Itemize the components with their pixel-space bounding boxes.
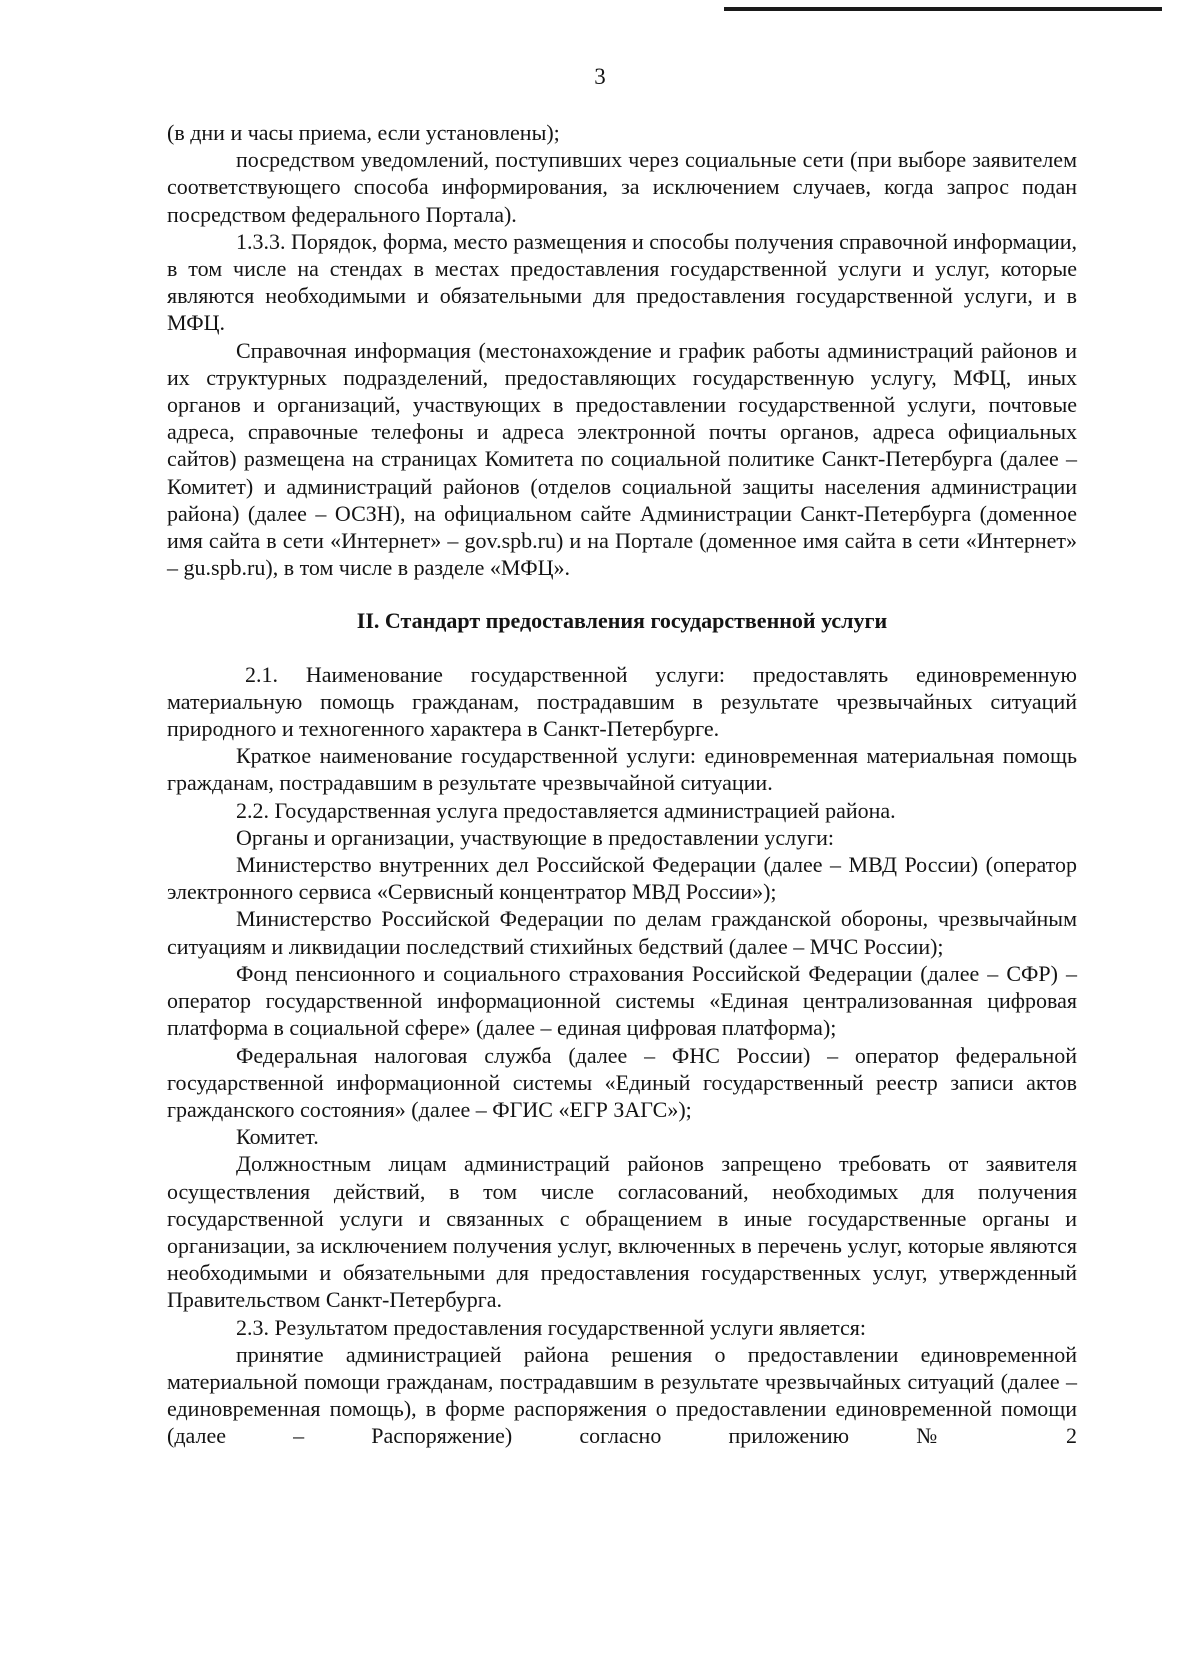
document-body bbox=[167, 119, 1077, 1450]
paragraph: Фонд пенсионного и социального страхования Российской Федерации (далее – СФР) – оператор государственной информационной системы «Единая централизованная цифровая платформа в социальной сфере» (далее – единая цифровая платформа); bbox=[167, 960, 1077, 1041]
paragraph: 1.3.3. Порядок, форма, место размещения и способы получения справочной информации, в том числе на стендах в местах предоставления государственной услуги и услуг, которые являются необходимыми и обязательными для предоставления государственной услуги, и в МФЦ. bbox=[167, 228, 1077, 336]
page-number: 3 bbox=[594, 64, 606, 89]
paragraph: Министерство внутренних дел Российской Федерации (далее – МВД России) (оператор электронного сервиса «Сервисный концентратор МВД России»); bbox=[167, 852, 1077, 905]
paragraph: (в дни и часы приема, если установлены); bbox=[167, 120, 560, 145]
paragraph: Министерство Российской Федерации по делам гражданской обороны, чрезвычайным ситуациям и ликвидации последствий стихийных бедствий (далее – МЧС России); bbox=[167, 906, 1077, 959]
top-rule bbox=[724, 7, 1162, 11]
paragraph: 2.3. Результатом предоставления государственной услуги является: bbox=[236, 1314, 867, 1340]
paragraph: 2.1. Наименование государственной услуги: предоставлять единовременную материальную помощь гражданам, пострадавшим в результате чрезвычайных ситуаций природного и техногенного характера в Санкт-Петербурге. bbox=[167, 661, 1077, 742]
paragraph: Краткое наименование государственной услуги: единовременная материальная помощь гражданам, пострадавшим в результате чрезвычайной ситуации. bbox=[167, 743, 1077, 796]
paragraph: Федеральная налоговая служба (далее – ФНС России) – оператор федеральной государственной информационной системы «Единый государственный реестр записи актов гражданского состояния» (далее – ФГИС «ЕГР ЗАГС»); bbox=[167, 1042, 1077, 1122]
paragraph: 2.2. Государственная услуга предоставляется администрацией района. bbox=[236, 797, 896, 823]
paragraph: Должностным лицам администраций районов запрещено требовать от заявителя осуществления действий, в том числе согласований, необходимых для получения государственной услуги и связанных с обращением в иные государственные органы и организации, за исключением получения услуг, включенных в перечень услуг, которые являются необходимыми и обязательными для предоставления государственных услуг, утвержденный Правительством Санкт-Петербурга. bbox=[167, 1151, 1077, 1313]
paragraph: принятие администрацией района решения о предоставлении единовременной материальной помощи гражданам, пострадавшим в результате чрезвычайных ситуаций (далее – единовременная помощь), в форме распоряжения о предоставлении единовременной помощи (далее – Распоряжение) согласно приложению № 2 bbox=[167, 1341, 1077, 1449]
paragraph: Органы и организации, участвующие в предоставлении услуги: bbox=[236, 824, 834, 850]
paragraph: Комитет. bbox=[236, 1124, 319, 1150]
paragraph: посредством уведомлений, поступивших через социальные сети (при выборе заявителем соответствующего способа информирования, за исключением случаев, когда запрос подан посредством федерального Портала). bbox=[167, 147, 1077, 227]
paragraph: Справочная информация (местонахождение и график работы администраций районов и их структурных подразделений, предоставляющих государственную услугу, МФЦ, иных органов и организаций, участвующих в предоставлении государственной услуги, почтовые адреса, справочные телефоны и адреса электронной почты органов, адреса официальных сайтов) размещена на страницах Комитета по социальной политике Санкт-Петербурга (далее – Комитет) и администраций районов (отделов социальной защиты населения администрации района) (далее – ОСЗН), на официальном сайте Администрации Санкт-Петербурга (доменное имя сайта в сети «Интернет» – gov.spb.ru) и на Портале (доменное имя сайта в сети «Интернет» – gu.spb.ru), в том числе в разделе «МФЦ». bbox=[167, 337, 1077, 581]
section-heading: II. Стандарт предоставления государственной услуги bbox=[356, 608, 888, 634]
